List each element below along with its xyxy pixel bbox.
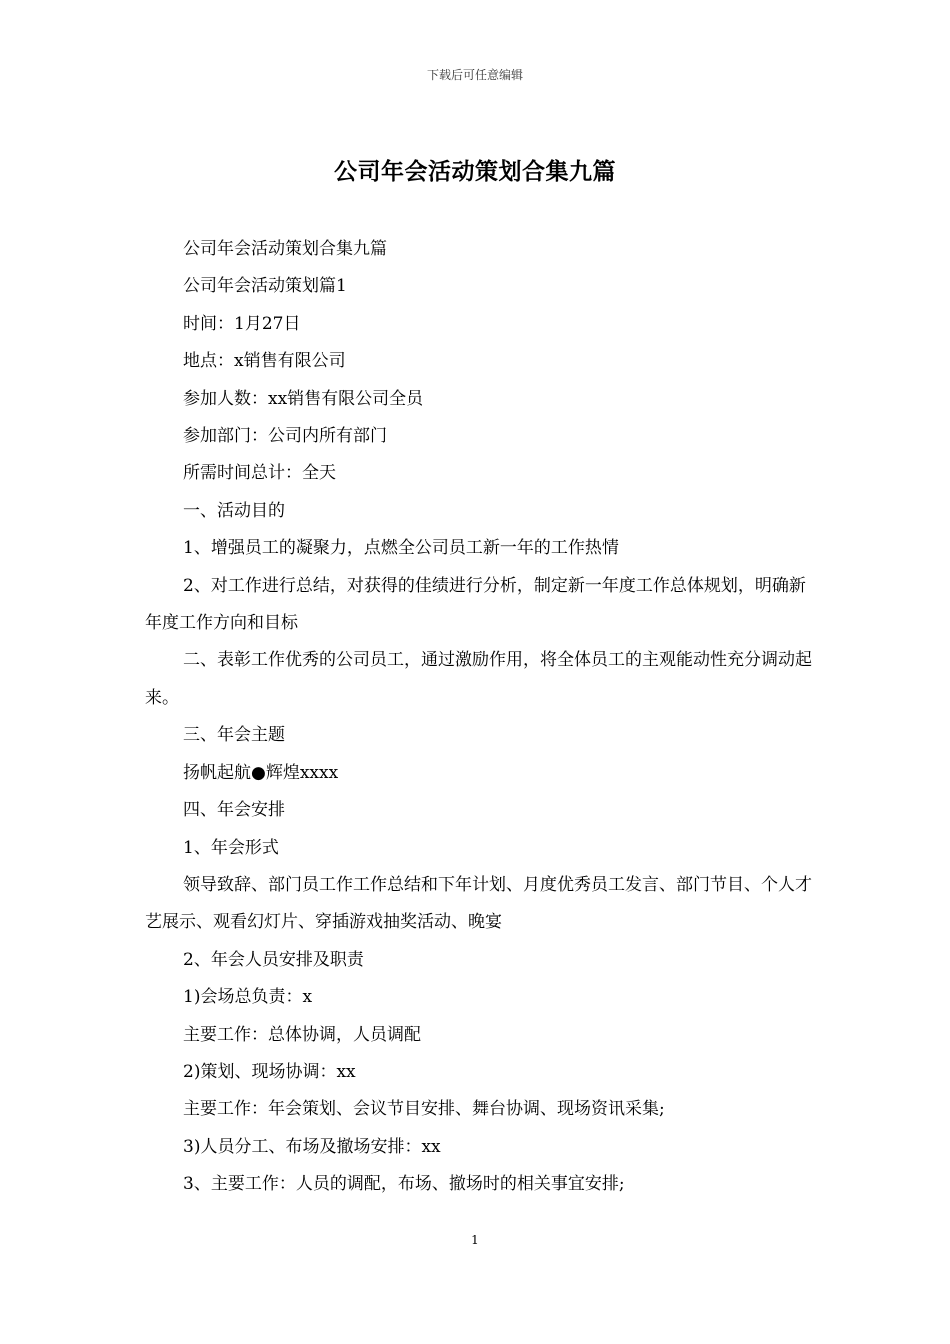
paragraph: 1、年会形式 [183, 837, 279, 858]
header-note: 下载后可任意编辑 [426, 68, 523, 82]
paragraph: 2、年会人员安排及职责 [183, 949, 364, 970]
paragraph: 主要工作：总体协调，人员调配 [183, 1024, 421, 1045]
paragraph: 公司年会活动策划合集九篇 [183, 239, 387, 259]
paragraph: 扬帆起航●辉煌xxxx [183, 762, 339, 783]
paragraph: 地点：x销售有限公司 [183, 351, 346, 372]
paragraph: 主要工作：年会策划、会议节目安排、舞台协调、现场资讯采集; [183, 1099, 665, 1120]
page-number: 1 [471, 1233, 479, 1247]
paragraph: 3)人员分工、布场及撤场安排：xx [183, 1136, 441, 1157]
section-heading: 一、活动目的 [183, 500, 285, 521]
paragraph: 所需时间总计：全天 [183, 463, 336, 484]
section-heading: 三、年会主题 [183, 725, 285, 746]
paragraph: 公司年会活动策划篇1 [183, 276, 347, 297]
paragraph: 2、对工作进行总结，对获得的佳绩进行分析，制定新一年度工作总体规划，明确新年度工作方向和目标 [145, 575, 806, 634]
paragraph: 参加人数：xx销售有限公司全员 [183, 388, 424, 409]
paragraph: 领导致辞、部门员工作工作总结和下年计划、月度优秀员工发言、部门节目、个人才艺展示、观看幻灯片、穿插游戏抽奖活动、晚宴 [145, 874, 812, 933]
paragraph: 3、主要工作：人员的调配，布场、撤场时的相关事宜安排; [183, 1174, 625, 1195]
document-title: 公司年会活动策划合集九篇 [334, 158, 616, 185]
section-heading: 二、表彰工作优秀的公司员工，通过激励作用，将全体员工的主观能动性充分调动起来。 [145, 650, 812, 708]
document-body [145, 231, 820, 1204]
paragraph: 1)会场总负责：x [183, 987, 313, 1008]
section-heading: 四、年会安排 [183, 800, 285, 821]
paragraph: 时间：1月27日 [183, 313, 301, 334]
paragraph: 参加部门：公司内所有部门 [183, 426, 387, 447]
paragraph: 2)策划、现场协调：xx [183, 1061, 356, 1082]
paragraph: 1、增强员工的凝聚力，点燃全公司员工新一年的工作热情 [183, 538, 619, 559]
